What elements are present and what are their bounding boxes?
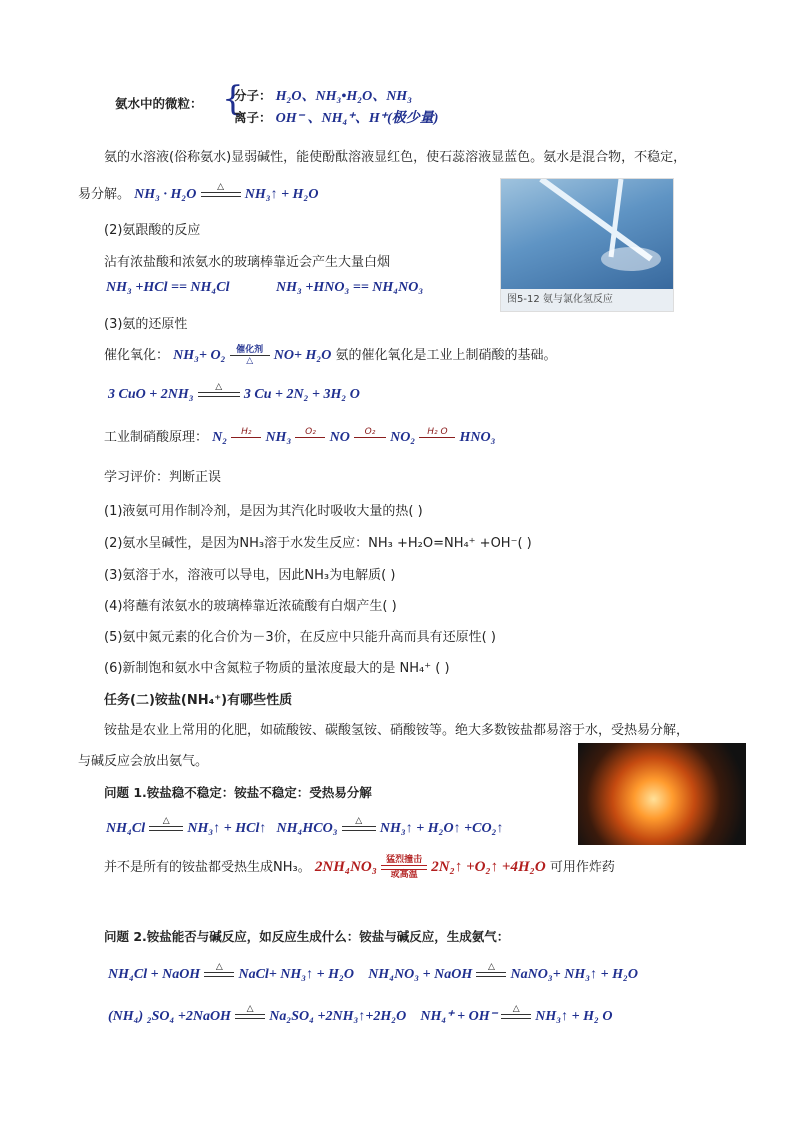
reagent-o2: O₂ bbox=[364, 427, 376, 437]
condition-heat: 或高温 bbox=[390, 870, 418, 880]
catalytic-row bbox=[104, 344, 557, 366]
base-row-1 bbox=[108, 962, 638, 987]
catalyst-label: 催化剂 bbox=[236, 345, 264, 355]
eq-decomp-left: NH₃ · H₂O bbox=[134, 187, 197, 202]
eq-hno3: NH₃ +HNO₃ == NH₄NO₃ bbox=[276, 280, 424, 295]
quiz-item-6: (6)新制饱和氨水中含氮粒子物质的量浓度最大的是 NH₄⁺ ( ) bbox=[104, 661, 450, 676]
eq-base2-arrow bbox=[476, 962, 506, 987]
condition-impact: 猛烈撞击 bbox=[386, 855, 423, 865]
heat-symbol: △ bbox=[512, 1004, 520, 1014]
eq-nh4hco3-arrow bbox=[342, 816, 376, 841]
molecules-row bbox=[234, 85, 412, 105]
species-n2: N₂ bbox=[212, 430, 228, 445]
eq-nh4cl-arrow bbox=[149, 816, 183, 841]
nitrate-row bbox=[104, 855, 615, 880]
heat-symbol: △ bbox=[217, 182, 225, 192]
para1-line2 bbox=[78, 182, 318, 207]
eq-base2-left: NH₄NO₃ + NaOH bbox=[368, 967, 473, 982]
para1-line2-text: 易分解。 bbox=[78, 187, 131, 202]
heat-symbol: △ bbox=[215, 382, 223, 392]
cuo-arrow bbox=[198, 382, 240, 407]
reagent-o2: O₂ bbox=[305, 427, 316, 437]
industry-label: 工业制硝酸原理： bbox=[104, 430, 209, 445]
cuo-row bbox=[108, 382, 360, 407]
eq-base4-arrow bbox=[501, 1004, 531, 1029]
brace: { bbox=[222, 79, 244, 119]
eq-nitrate-arrow bbox=[381, 855, 427, 880]
ammonia-hcl-photo bbox=[500, 178, 674, 312]
particles-heading: 氨水中的微粒： bbox=[115, 96, 203, 111]
para1-line1: 氨的水溶液(俗称氨水)显弱碱性，能使酚酞溶液显红色，使石蕊溶液显蓝色。氨水是混合物，不稳定， bbox=[104, 150, 687, 165]
reagent-h2o: H₂ O bbox=[427, 427, 448, 437]
heat-decomp-row bbox=[106, 816, 503, 841]
chain-arrow-1 bbox=[231, 427, 261, 448]
reagent-h2: H₂ bbox=[241, 427, 252, 437]
sec2-title: (2)氨跟酸的反应 bbox=[104, 223, 201, 238]
task2-title: 任务(二)铵盐(NH₄⁺)有哪些性质 bbox=[104, 693, 293, 708]
molecules-label: 分子： bbox=[234, 88, 272, 103]
ions-label: 离子： bbox=[234, 110, 272, 125]
eq-base3-arrow bbox=[235, 1004, 265, 1029]
catalytic-arrow bbox=[230, 345, 270, 366]
cuo-left: 3 CuO + 2NH₃ bbox=[108, 387, 194, 402]
eq-nh4cl-right: NH₃↑ + HCl↑ bbox=[187, 821, 267, 836]
not-all-text: 并不是所有的铵盐都受热生成NH₃。 bbox=[104, 860, 311, 875]
eq-base1-left: NH₄Cl + NaOH bbox=[108, 967, 201, 982]
eq-base1-arrow bbox=[204, 962, 234, 987]
eq-nh4cl-left: NH₄Cl bbox=[106, 821, 146, 836]
species-nh3: NH₃ bbox=[265, 430, 292, 445]
quiz-item-1: (1)液氨可用作制冷剂，是因为其汽化时吸收大量的热( ) bbox=[104, 504, 423, 519]
cuo-right: 3 Cu + 2N₂ + 3H₂ O bbox=[243, 387, 360, 402]
explosion-photo bbox=[578, 743, 746, 845]
eq-nh4hco3-right: NH₃↑ + H₂O↑ +CO₂↑ bbox=[379, 821, 504, 836]
glass-rod-illustration bbox=[501, 179, 673, 289]
eq-base4-left: NH₄⁺ + OH⁻ bbox=[420, 1009, 498, 1024]
eq-base3-left: (NH₄) ₂SO₄ +2NaOH bbox=[108, 1009, 231, 1024]
quiz-item-2: (2)氨水呈碱性，是因为NH₃溶于水发生反应：NH₃ +H₂O=NH₄⁺ +OH⁻( ) bbox=[104, 536, 532, 551]
quiz-title: 学习评价：判断正误 bbox=[104, 470, 222, 485]
eq-nitrate-right: 2N₂↑ +O₂↑ +4H₂O bbox=[431, 859, 546, 875]
species-hno3: HNO₃ bbox=[459, 430, 496, 445]
task2-line2: 与碱反应会放出氨气。 bbox=[78, 754, 209, 769]
eq-base4-right: NH₃↑ + H₂ O bbox=[535, 1009, 613, 1024]
chain-arrow-4 bbox=[419, 427, 455, 448]
ions-row bbox=[234, 107, 438, 127]
heat-symbol: △ bbox=[246, 1004, 254, 1014]
eq-nitrate-left: 2NH₄NO₃ bbox=[314, 859, 377, 875]
heat-symbol: △ bbox=[355, 816, 363, 826]
chain-arrow-2 bbox=[295, 427, 325, 448]
task2-line1: 铵盐是农业上常用的化肥，如硫酸铵、碳酸氢铵、硝酸铵等。绝大多数铵盐都易溶于水，受热易分解， bbox=[104, 723, 690, 738]
eq-nh4hco3-left: NH₄HCO₃ bbox=[276, 821, 338, 836]
catalytic-label: 催化氧化： bbox=[104, 348, 170, 363]
species-no2: NO₂ bbox=[390, 430, 416, 445]
heat-symbol: △ bbox=[162, 816, 170, 826]
sec3-title: (3)氨的还原性 bbox=[104, 317, 188, 332]
question-1: 问题 1.铵盐稳不稳定：铵盐不稳定：受热易分解 bbox=[104, 785, 372, 800]
sec2-text: 沾有浓盐酸和浓氨水的玻璃棒靠近会产生大量白烟 bbox=[104, 255, 391, 270]
eq-base3-right: Na₂SO₄ +2NH₃↑+2H₂O bbox=[269, 1009, 407, 1024]
ions-formula: OH⁻ 、NH₄⁺、H⁺(极少量) bbox=[275, 111, 439, 126]
question-2: 问题 2.铵盐能否与碱反应，如反应生成什么：铵盐与碱反应，生成氨气： bbox=[104, 929, 510, 944]
quiz-item-3: (3)氨溶于水，溶液可以导电，因此NH₃为电解质( ) bbox=[104, 568, 396, 583]
quiz-item-5: (5)氨中氮元素的化合价为－3价，在反应中只能升高而具有还原性( ) bbox=[104, 630, 496, 645]
catalytic-note: 氨的催化氧化是工业上制硝酸的基础。 bbox=[335, 348, 557, 363]
base-row-2 bbox=[108, 1004, 613, 1029]
eq-base1-right: NaCl+ NH₃↑ + H₂O bbox=[238, 967, 355, 982]
eq-decomp-arrow bbox=[201, 182, 241, 207]
heat-symbol: △ bbox=[215, 962, 223, 972]
molecules-formula: H₂O、NH₃•H₂O、NH₃ bbox=[275, 89, 413, 104]
chain-arrow-3 bbox=[354, 427, 386, 448]
explosive-note: 可用作炸药 bbox=[549, 860, 615, 875]
figure-caption: 图5-12 氨与氯化氢反应 bbox=[501, 289, 673, 311]
species-no: NO bbox=[329, 430, 350, 445]
heat-symbol: △ bbox=[487, 962, 495, 972]
catalytic-left: NH₃+ O₂ bbox=[173, 348, 226, 363]
heat-symbol: △ bbox=[246, 356, 254, 366]
eq-base2-right: NaNO₃+ NH₃↑ + H₂O bbox=[510, 967, 638, 982]
industry-row bbox=[104, 426, 496, 448]
eq-hcl: NH₃ +HCl == NH₄Cl bbox=[106, 280, 230, 295]
eq-decomp-right: NH₃↑ + H₂O bbox=[244, 187, 319, 202]
quiz-item-4: (4)将蘸有浓氨水的玻璃棒靠近浓硫酸有白烟产生( ) bbox=[104, 599, 397, 614]
catalytic-right: NO+ H₂O bbox=[273, 348, 332, 363]
